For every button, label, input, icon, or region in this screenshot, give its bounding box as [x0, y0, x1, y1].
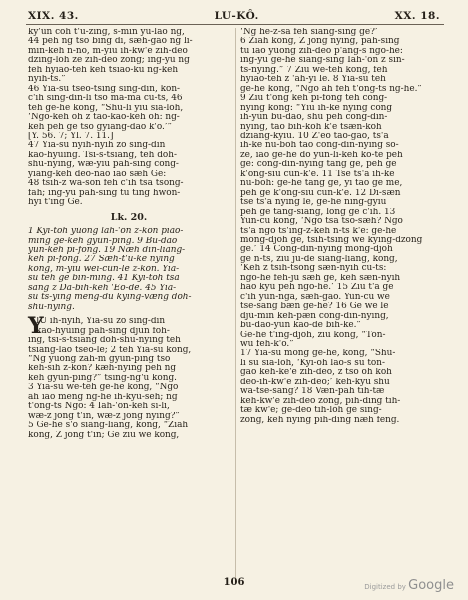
chapter-summary-line: kông, m-yiu weï-cün-le z-kön. Yia-	[28, 264, 180, 274]
verse-line: 9 Ziu t'ong keh pi-fông teh cong-	[240, 94, 388, 104]
verse-line: peh ge tang-siang, long ge c'ih. 13	[240, 207, 396, 217]
verse-line: kao-hyüing pah-sing djün foh-	[36, 326, 170, 336]
chapter-summary-line: sang z Da-bih-keh 'Eo-de. 45 Yia-	[28, 283, 177, 293]
verse-line: ze, iao ge-he do yün-li-keh ko-te peh	[240, 150, 403, 160]
verse-line: c'ih sing-din-li tso ma-ma cü-ts, 46	[28, 94, 183, 104]
verse-line: “Ng yüong zah-m gyün-ping tso	[28, 354, 171, 364]
verse-line: 47 Yia-su nyih-nyih zo sing-din	[28, 141, 166, 151]
verse-line: tse ts'a nying le, ge-he ning-gyiu	[240, 198, 387, 208]
verse-line: wæ-z jong t'in, wæ-z jong nying?”	[28, 411, 180, 421]
verse-line: ‘Ngô-keh oh z tao-kao-keh oh: ng-	[28, 113, 180, 123]
verse-line: tsiang-lao tseo-le; 2 teh Yia-su kông,	[28, 345, 192, 355]
left-column	[28, 28, 230, 440]
verse-line: keh-kw'e zih-deo zông, pih-ding tih-	[240, 396, 401, 406]
verse-line: ge.’ 14 Cong-din-nying mông-djöh	[240, 245, 393, 255]
verse-line: min-keh n-nô, m-yiu ih-kw'e zih-deo	[28, 46, 188, 56]
verse-line: dzing-löh ze zih-deo zông; ing-yü ng	[28, 56, 190, 66]
chapter-summary-line: keh pi-fông. 27 Sæh-t'u-ke nying	[28, 255, 175, 265]
verse-line: djü-min keh-pæn cong-din-nying,	[240, 311, 389, 321]
chapter-heading: Lk. 20.	[110, 212, 148, 223]
verse-line: kông, Z jong t'in; Ge ziu we kông,	[28, 430, 180, 440]
verse-line: hyi t'ing Ge.	[28, 198, 83, 208]
verse-line: IU ih-nyih, Yia-su zo sing-din	[36, 317, 166, 327]
verse-line: zông, keh nying pih-ding næh feng.	[240, 415, 400, 425]
verse-line: ts'a ngô ts'ing-z-keh n-ts k'e: ge-he	[240, 226, 397, 236]
verse-line: c'ih yün-nga, sæh-gao. Yün-cü we	[240, 292, 390, 302]
stamp-prefix: Digitized by	[364, 583, 406, 591]
verse-line: fah; ing-yü pah-sing tu ting hwön-	[28, 188, 181, 198]
chapter-summary-line: 1 Kyi-toh yüong lah-'ön z-kön piao-	[28, 227, 184, 237]
verse-line: keh gyün-ping?” tsing-ng'ü kông.	[28, 373, 177, 383]
column-divider	[235, 28, 236, 578]
verse-line: nying kông: “Yiu ih-ke nying cong	[240, 103, 393, 113]
verse-line: keh-sih z-kön? kæh-nying peh ng	[28, 364, 177, 374]
verse-line: deo-ih-kw'e zih-deo;’ keh-kyü shü	[240, 377, 390, 387]
chapter-summary-line: ming ge-keh gyün-ping. 9 Bu-dao	[28, 236, 178, 246]
verse-line: tæ kw'e; ge-deo tih-löh ge sing-	[240, 406, 382, 416]
verse-line: shü-nying, wæ-yiu pah-sing cong-	[28, 160, 179, 170]
verse-line: nying, tao bih-koh k'e tsæn-köh	[240, 122, 382, 132]
verse-line: teh ge-he kông, “Shü-li yiu sia-löh,	[28, 103, 184, 113]
verse-line: wu feh-k'o.”	[240, 339, 294, 349]
verse-line: ngô-he feh-jü sæh ge, keh sæn-nyih	[240, 273, 401, 283]
verse-line: dziang-kyiu. 10 Z'eo tao-gao, ts'a	[240, 131, 389, 141]
verse-line: ge: cong-din-nying tang ge, peh ge	[240, 160, 397, 170]
verse-line: tse-sang bæn ge-he? 16 Ge we le	[240, 302, 389, 312]
verse-line: li su sia-löh, ‘Kyi-oh lao-s su tön-	[240, 358, 385, 368]
verse-line: nyih-ts.”	[28, 75, 66, 85]
header-left-reference: XIX. 43.	[28, 10, 79, 22]
verse-line: ‘Keh z tsih-tsöng sæn-nyih cü-ts:	[240, 264, 387, 274]
verse-line: gao keh-ke'e zih-deo, z tso oh köh	[240, 368, 392, 378]
verse-line: bu-dao-yün kao-de bih-ke.”	[240, 321, 361, 331]
verse-line: ih-yün bu-dao, shü peh cong-din-	[240, 113, 388, 123]
verse-line: Ge-he t'ing-djöh, ziu kông, “Tön-	[240, 330, 386, 340]
verse-line: 6 Ziah kông, Z jong nying, pah-sing	[240, 37, 400, 47]
page-number: 106	[223, 577, 245, 588]
right-column	[240, 28, 444, 425]
header-right-reference: XX. 18.	[394, 10, 440, 22]
verse-line: k'ong-siu cün-k'e. 11 Tse ts'a ih-ke	[240, 169, 395, 179]
verse-line: ih-ke nu-boh tao cong-din-nying so-	[240, 141, 399, 151]
verse-line: ing-yü ge-he siang-sing Iah-'ön z sin-	[240, 56, 405, 66]
verse-line: ah iao meng ng-he ih-kyü-seh; ng	[28, 392, 178, 402]
verse-line: ge-he kông, “Ngô ah feh t'ong-ts ng-he.”	[240, 84, 422, 94]
chapter-summary-line: shü-nying.	[28, 302, 75, 312]
header-book-title: LU-KÔ.	[214, 10, 259, 22]
verse-line: tu iao yüong zih-deo p'ang-s ngô-he:	[240, 46, 403, 56]
digitization-stamp	[364, 578, 454, 593]
verse-line: 44 peh ng tso bing di, sæh-gao ng li-	[28, 37, 193, 47]
verse-line: ge n-ts, ziu jü-de siang-liang, kông,	[240, 254, 398, 264]
verse-line: 17 Yia-su mông ge-he, kông, “Shü-	[240, 349, 396, 359]
verse-line: hyiao-teh z 'ah-yi le. 8 Yia-su teh	[240, 75, 386, 85]
verse-line: mông-djöh ge, tsih-tsing we kying-dzong	[240, 235, 423, 245]
drop-cap: Y	[28, 313, 44, 339]
verse-line: wa-tse-sang? 18 Væn-pah tih-tæ	[240, 387, 385, 397]
verse-line: [Y. 56. 7; Yl. 7. 11.]	[28, 131, 114, 141]
verse-line: Yün-cü kông, ‘Ngô tsa tso-sæh? Ngô	[240, 217, 403, 227]
verse-line: ing, tsi-s-tsiang doh-shü-nying teh	[28, 336, 181, 346]
verse-line: 3 Yia-su we-teh ge-he kông, “Ngô	[28, 383, 179, 393]
verse-line: ‘Ng he-z-sa feh siang-sing ge?’	[240, 28, 378, 37]
chapter-summary-line: su ts-ying meng-du kying-væng doh-	[28, 293, 192, 303]
verse-line: yiang-keh deo-nao iao sæh Ge:	[28, 169, 167, 179]
verse-line: 5 Ge-he s'ô siang-liang, kông, “Ziah	[28, 421, 189, 431]
verse-line: feh hyiao-teh keh tsiao-ku ng-keh	[28, 65, 179, 75]
running-header	[28, 6, 440, 22]
verse-line: 48 tsih-z wa-sön feh c'ih tsa tsông-	[28, 179, 184, 189]
stamp-brand: Google	[408, 578, 454, 593]
verse-line: kao-hyüing. Tsi-s-tsiang, teh doh-	[28, 150, 177, 160]
verse-line: ky'ün coh t'u-zing, s-min yü-lao ng,	[28, 28, 185, 37]
chapter-summary-line: su teh ge bin-ming. 41 Kyi-toh tsa	[28, 274, 180, 284]
verse-line: t'ong-ts Ngô: 4 Iah-'ön-keh si-li,	[28, 402, 170, 412]
chapter-summary-line: yün-keh pi-fông. 19 Næh din-liang-	[28, 245, 186, 255]
verse-line: 46 Yia-su tseo-tsing sing-din, kön-	[28, 84, 181, 94]
verse-line: ts-nying.” 7 Ziu we-teh kông, feh	[240, 65, 388, 75]
verse-line: keh peh ge tso gyiang-dao k'o.’”	[28, 122, 173, 132]
verse-line: hao kyü peh ngô-he.’ 15 Ziu t'a ge	[240, 283, 394, 293]
verse-line: peh ge k'ong-siu cün-k'e. 12 Di-sæn	[240, 188, 401, 198]
header-rule	[26, 24, 444, 25]
verse-line: nu-boh: ge-he tang ge, yi tao ge me,	[240, 179, 403, 189]
